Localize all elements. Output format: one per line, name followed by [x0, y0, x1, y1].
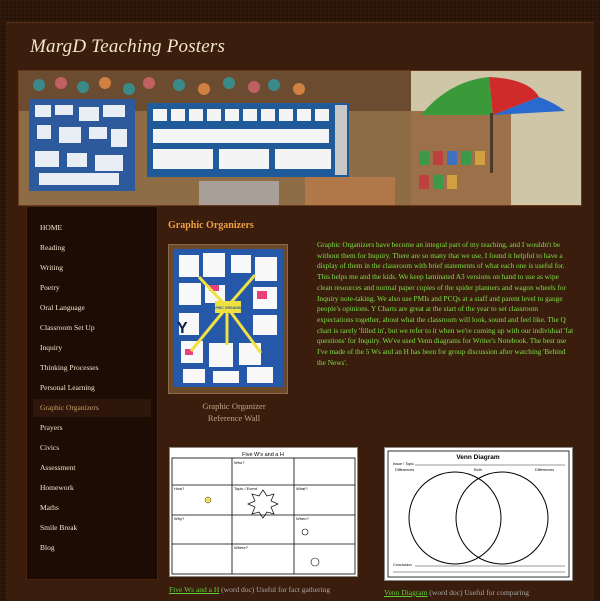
nav-item-graphic-organizers[interactable]: Graphic Organizers — [33, 399, 151, 417]
lightbulb-icon — [205, 497, 211, 503]
sidebar-nav — [26, 206, 158, 580]
nav-item-writing[interactable]: Writing — [40, 263, 64, 272]
photo-caption-line-1: Graphic Organizer — [202, 401, 266, 411]
nav-item-home[interactable]: HOME — [40, 223, 63, 232]
nav-item-blog[interactable]: Blog — [40, 543, 55, 552]
organizer-wall-photo[interactable] — [168, 244, 288, 394]
nav-item-civics[interactable]: Civics — [40, 443, 60, 452]
nav-item-prayers[interactable]: Prayers — [40, 423, 63, 432]
venn-right-label: Differences — [535, 468, 555, 472]
board-center-label: GRAPHIC ORGANISERS — [207, 306, 249, 310]
five-ws-cell-what: What? — [296, 486, 308, 491]
venn-mid-label: Both — [474, 468, 482, 472]
photo-caption-line-2: Reference Wall — [207, 413, 261, 423]
venn-link[interactable]: Venn Diagram — [384, 588, 428, 597]
photo-caption — [168, 400, 300, 424]
classroom-photo — [19, 71, 581, 205]
site-title[interactable]: MargD Teaching Posters — [30, 36, 226, 57]
venn-diagram-chart — [385, 448, 572, 580]
nav-item-smile-break[interactable]: Smile Break — [40, 523, 78, 532]
five-ws-caption — [169, 585, 369, 595]
venn-caption-text: (word doc) Useful for comparing — [427, 588, 529, 597]
nav-item-classroom-set-up[interactable]: Classroom Set Up — [40, 323, 95, 332]
venn-caption — [384, 588, 584, 598]
nav-item-assessment[interactable]: Assessment — [40, 463, 76, 472]
five-ws-chart — [170, 448, 357, 576]
five-ws-title: Five W's and a H — [242, 452, 284, 458]
five-ws-cell-where: Where? — [234, 545, 249, 550]
organizer-wall-image — [169, 245, 287, 393]
venn-conclusion-label: Conclusion — [393, 563, 412, 567]
nav-item-personal-learning[interactable]: Personal Learning — [40, 383, 95, 392]
five-ws-cell-when: When? — [296, 516, 309, 521]
nav-item-maths[interactable]: Maths — [40, 503, 59, 512]
intro-paragraph: Graphic Organizers have become an integral part of my teaching, and I wouldn't be without them for Inquiry. There are so many that we use, I found it helpful to have a display of them in the classroom with brief statements of what each one is useful for. This helps me and the kids. We keep laminated A3 versions on hand to use as wipe clean resources and normal paper copies of the spider planners and wagon wheels for Inquiry note-taking. We also use PMIs and PCQs at a staff and parent level to gauge people's opinions. Y Charts are great at the start of the year to set classroom expectations together, about what the classroom will look, sound and feel like. The Q chart is rarely 'filled in', but we refer to it when we're coming up with our individual 'fat questions' for Inquiry. We've used Venn diagrams for Writer's Notebook. The best use I've made of the 5 Ws and an H has been for group discussion after watching 'Behind the News'. — [317, 240, 574, 367]
five-ws-cell-how: How? — [174, 486, 185, 491]
five-ws-caption-text: (word doc) Useful for fact gathering — [219, 585, 331, 594]
venn-title: Venn Diagram — [456, 454, 500, 461]
five-ws-link[interactable]: Five Ws and a H — [169, 585, 220, 594]
nav-item-thinking-processes[interactable]: Thinking Processes — [40, 363, 99, 372]
board-letter-label: Y — [177, 320, 188, 337]
venn-issue-label: Issue / Topic — [393, 462, 415, 466]
page-title: Graphic Organizers — [168, 220, 254, 231]
five-ws-thumbnail[interactable] — [169, 447, 358, 577]
venn-diagram-thumbnail[interactable] — [384, 447, 573, 581]
five-ws-cell-why: Why? — [174, 516, 185, 521]
nav-item-poetry[interactable]: Poetry — [40, 283, 60, 292]
five-ws-cell-who: Who? — [234, 460, 245, 465]
nav-item-homework[interactable]: Homework — [40, 483, 74, 492]
venn-left-label: Differences — [395, 468, 415, 472]
nav-item-inquiry[interactable]: Inquiry — [40, 343, 63, 352]
nav-item-oral-language[interactable]: Oral Language — [40, 303, 85, 312]
five-ws-cell-topic: Topic / Event — [234, 486, 257, 491]
nav-item-reading[interactable]: Reading — [40, 243, 65, 252]
header-banner-image — [18, 70, 582, 206]
